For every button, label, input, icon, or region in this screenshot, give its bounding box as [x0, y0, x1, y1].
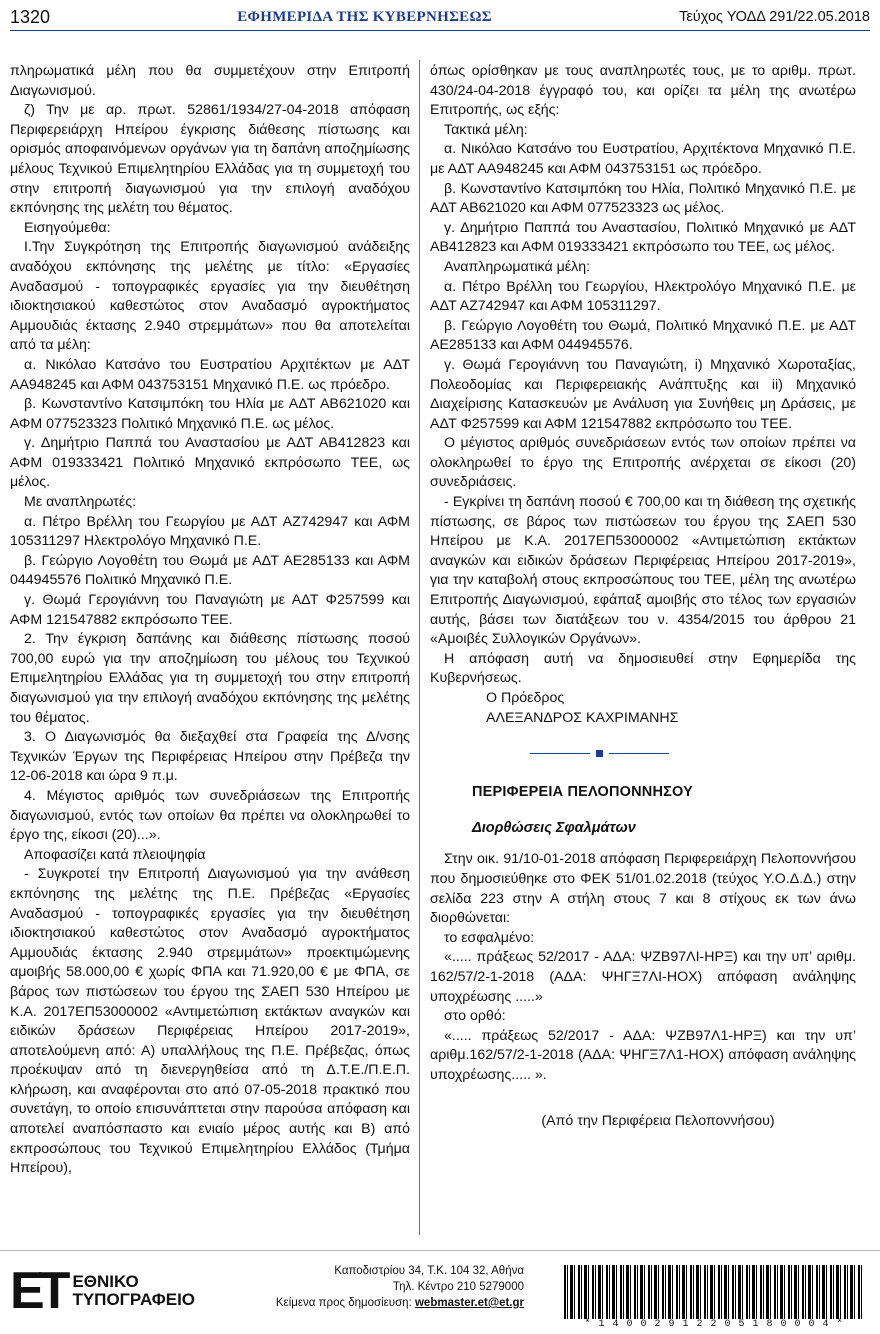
email-link[interactable]: webmaster.et@et.gr: [414, 1297, 524, 1309]
paragraph: 4. Μέγιστος αριθμός των συνεδριάσεων της Επιτροπής διαγωνισμού, εντός των οποίων θα πρέπει να ολοκληρωθεί το έργο της, είκοσι (20)...».: [10, 787, 410, 844]
et-logo-text: [72, 1273, 195, 1309]
column-divider: [419, 60, 420, 1235]
paragraph: Με αναπληρωτές:: [24, 494, 137, 511]
address: Καποδιστρίου 34, Τ.Κ. 104 32, Αθήνα: [334, 1265, 524, 1277]
paragraph: Εισηγούμεθα:: [24, 219, 111, 236]
et-logo-mark: ET: [10, 1262, 65, 1320]
page-number: 1320: [10, 6, 51, 27]
paragraph: α. Νικόλαο Κατσάνο του Ευστρατίου Αρχιτέκτων με ΑΔΤ ΑΑ948245 και ΑΦΜ 043753151 Μηχανικό Π.Ε. ως πρόεδρο.: [10, 356, 410, 393]
paragraph: στο ορθό:: [444, 1008, 506, 1025]
ornament-line: [609, 753, 669, 754]
paragraph: β. Κωνσταντίνο Κατσιμπόκη του Ηλία, Πολιτικό Μηχανικό Π.Ε. με ΑΔΤ ΑΒ621020 και ΑΦΜ 077523323 ως μέλος.: [430, 180, 856, 217]
ornament-line: [530, 753, 590, 754]
gazette-title: ΕΦΗΜΕΡΙΔΑ ΤΗΣ ΚΥΒΕΡΝΗΣΕΩΣ: [237, 8, 492, 25]
paragraph: γ. Δημήτριο Παππά του Αναστασίου με ΑΔΤ ΑΒ412823 και ΑΦΜ 019333421 Πολιτικό Μηχανικό εκπρόσωπο ΤΕΕ, ως μέλος.: [10, 435, 410, 491]
paragraph: α. Πέτρο Βρέλλη του Γεωργίου, Ηλεκτρολόγο Μηχανικό Π.Ε. με ΑΔΤ ΑΖ742947 και ΑΦΜ 105311297.: [430, 278, 856, 315]
paragraph: ζ) Την με αρ. πρωτ. 52861/1934/27-04-2018 απόφαση Περιφερειάρχη Ηπείρου έγκρισης διάθεσης πίστωσης και ορισμός αποφαινόμενων οργάνων για τη δαπάνη αποζημίωσης μέλους Τεχνικού Επιμελητηρίου Ελλάδας για τη συμμετοχή του στην επιτροπή διαγωνισμού για την επιλογή αναδόχου εκπόνησης της μελέτη του θέματος.: [10, 102, 410, 217]
paragraph: «..... πράξεως 52/2017 - ΑΔΑ: ΨΖΒ97ΛΙ-ΗΡΞ) και την υπ’ αριθμ. 162/57/2-1-2018 (ΑΔΑ: ΨΗΓΞ7ΛΙ-ΗΟΧ) απόφαση ανάληψης υποχρέωσης .....»: [430, 949, 856, 1005]
issue-number: Τεύχος ΥΟΔΔ 291/22.05.2018: [679, 9, 870, 25]
paragraph: Αποφασίζει κατά πλειοψηφία: [24, 846, 206, 863]
source-note: (Από την Περιφέρεια Πελοποννήσου): [541, 1112, 775, 1129]
et-logo: [10, 1262, 196, 1320]
paragraph: α. Πέτρο Βρέλλη του Γεωργίου με ΑΔΤ ΑΖ742947 και ΑΦΜ 105311297 Ηλεκτρολόγο Μηχανικό Π.Ε.: [10, 513, 410, 550]
paragraph: Αναπληρωματικά μέλη:: [444, 258, 591, 275]
barcode: [564, 1265, 864, 1319]
paragraph: 3. Ο Διαγωνισμός θα διεξαχθεί στα Γραφεία της Δ/νσης Τεχνικών Έργων της Περιφέρειας Ηπείρου στην Πρέβεζα την 12-06-2018 και ώρα 9 π.μ.: [10, 729, 410, 785]
paragraph: γ. Θωμά Γερογιάννη του Παναγιώτη με ΑΔΤ Φ257599 και ΑΦΜ 121547882 εκπρόσωπο ΤΕΕ.: [10, 592, 410, 628]
page-footer: [0, 1250, 880, 1334]
paragraph: β. Κωνσταντίνο Κατσιμπόκη του Ηλία με ΑΔΤ ΑΒ621020 και ΑΦΜ 077523323 Πολιτικό Μηχανικό Π.Ε. ως μέλος.: [10, 396, 410, 432]
logo-line-2: ΤΥΠΟΓΡΑΦΕΙΟ: [72, 1290, 196, 1309]
signature-name: ΑΛΕΞΑΝΔΡΟΣ ΚΑΧΡΙΜΑΝΗΣ: [486, 709, 679, 726]
submission-label: Κείμενα προς δημοσίευση:: [275, 1297, 412, 1309]
paragraph: Στην οικ. 91/10-01-2018 απόφαση Περιφερειάρχη Πελοποννήσου που δημοσιεύθηκε στο ΦΕΚ 51/01.02.2018 (τεύχος Υ.Ο.Δ.Δ.) στην σελίδα 223 στην Α στήλη στους 7 και 8 στίχους εκ των άνω διορθώνεται:: [430, 851, 856, 927]
paragraph: Τακτικά μέλη:: [444, 121, 528, 138]
paragraph: «..... πράξεως 52/2017 - ΑΔΑ: ΨΖΒ97Λ1-ΗΡΞ) και την υπ’ αριθμ.162/57/2-1-2018 (ΑΔΑ: ΨΗΓΞ7Λ1-ΗΟΧ) απόφαση ανάληψης υποχρέωσης..... ».: [430, 1027, 856, 1083]
paragraph: - Συγκροτεί την Επιτροπή Διαγωνισμού για την ανάθεση εκπόνησης της μελέτης της Π.Ε. Πρέβεζας «Εργασίες Αναδασμού - τοπογραφικές εργασίες για την διευθέτηση ιδιοκτησιακού καθεστώτος στον Αναδασμό αγροκτήματος Αμμουδιάς έκτασης 2.940 στρεμμάτων» προεκτιμώμενης αμοιβής 58.000,00 € χωρίς ΦΠΑ και 71.920,00 € με ΦΠΑ, σε βάρος των πιστώσεων του έργου της ΣΑΕΠ 530 Ηπείρου με Κ.Α. 2017ΕΠ53000002 «Αντιμετώπιση εκτάκτων αναγκών και ειδικών δράσεων Περιφέρειας Ηπείρου 2017-2019», αποτελούμενη από: Α) υπαλλήλους της Π.Ε. Πρέβεζας, όπως προέκυψαν από τη διενεργηθείσα από τη Δ.Τ.Ε./Π.Ε.Π. κλήρωση, και αναφέρονται στο από 07-05-2018 πρακτικό που συνετάγη, το οποίο επισυνάπτεται στην παρούσα απόφαση και αποτελεί αναπόσπαστο και ενιαίο μέρος αυτής και Β) από εκπροσώπους του Τεχνικού Επιμελητηρίου Ελλάδος (Τμήμα Ηπείρου),: [10, 866, 410, 1177]
submission-line: [276, 1295, 524, 1311]
page-header: [10, 4, 870, 31]
section-ornament: [530, 750, 856, 757]
logo-line-1: ΕΘΝΙΚΟ: [72, 1272, 139, 1291]
section-heading: ΠΕΡΙΦΕΡΕΙΑ ΠΕΛΟΠΟΝΝΗΣΟΥ: [472, 784, 694, 801]
paragraph: Η απόφαση αυτή να δημοσιευθεί στην Εφημερίδα της Κυβερνήσεως.: [430, 650, 856, 687]
paragraph: 2. Την έγκριση δαπάνης και διάθεσης πίστωσης ποσού 700,00 ευρώ για την αποζημίωση του μέλους του Τεχνικού Επιμελητηρίου Ελλάδας για τη συμμετοχή του στην επιτροπή διαγωνισμού για την επιλογή αναδόχου εκπόνησης της μελέτης του θέματος.: [10, 631, 410, 726]
paragraph: γ. Δημήτριο Παππά του Αναστασίου, Πολιτικό Μηχανικό με ΑΔΤ ΑΒ412823 και ΑΦΜ 019333421 εκπρόσωπο του ΤΕΕ, ως μέλος.: [430, 219, 856, 256]
barcode-number: * 1 4 0 0 2 9 1 2 2 0 5 1 8 0 0 0 4 *: [564, 1319, 864, 1330]
paragraph: - Εγκρίνει τη δαπάνη ποσού € 700,00 και τη διάθεση της σχετικής πίστωσης, σε βάρος των πιστώσεων του έργου της ΣΑΕΠ 530 Ηπείρου με Κ.Α. 2017ΕΠ53000002 «Αντιμετώπιση εκτάκτων αναγκών και ειδικών δράσεων Περιφέρειας Ηπείρου 2017-2019», για την καταβολή στους εκπροσώπους του ΤΕΕ, μέλη της ανωτέρω Επιτροπής Διαγωνισμού, εφάπαξ αμοιβής στο τέλος των εργασιών αυτής, βάσει των διατάξεων του ν. 4354/2015 του άρθρου 21 «Αμοιβές Συλλογικών Οργάνων».: [430, 494, 856, 648]
paragraph: β. Γεώργιο Λογοθέτη του Θωμά με ΑΔΤ ΑΕ285133 και ΑΦΜ 044945576 Πολιτικό Μηχανικό Π.Ε.: [10, 552, 410, 589]
paragraph: πληρωματικά μέλη που θα συμμετέχουν στην Επιτροπή Διαγωνισμού.: [10, 63, 410, 99]
paragraph: γ. Θωμά Γερογιάννη του Παναγιώτη, i) Μηχανικό Χωροταξίας, Πολεοδομίας και Περιφερειακής Ανάπτυξης και ii) Μηχανικό Διαχείρισης Κατασκευών με Ανάλυση για Συνήθεις μη Δράσεις, με ΑΔΤ Φ257599 και ΑΦΜ 121547882 εκπρόσωπο του ΤΕΕ.: [430, 356, 856, 432]
paragraph: όπως ορίσθηκαν με τους αναπληρωτές τους, με το αριθμ. πρωτ. 430/24-04-2018 έγγραφό του, και ορίζει τα μέλη της ανωτέρω Επιτροπής, ως εξής:: [430, 63, 856, 119]
paragraph: το εσφαλμένο:: [444, 929, 535, 946]
paragraph: Ι.Την Συγκρότηση της Επιτροπής διαγωνισμού ανάδειξης αναδόχου εκπόνησης της μελέτης με τίτλο: «Εργασίες Αναδασμού - τοπογραφικές εργασίες για την διευθέτηση ιδιοκτησιακού καθεστώτος στον Αναδασμό αγροκτήματος Αμμουδιάς έκτασης 2.940 στρεμμάτων» που θα αποτελείται από τα μέλη:: [10, 239, 410, 354]
section-subheading: Διορθώσεις Σφαλμάτων: [472, 819, 636, 836]
paragraph: β. Γεώργιο Λογοθέτη του Θωμά, Πολιτικό Μηχανικό Π.Ε. με ΑΔΤ ΑΕ285133 και ΑΦΜ 044945576.: [430, 317, 856, 354]
paragraph: Ο μέγιστος αριθμός συνεδριάσεων εντός των οποίων πρέπει να ολοκληρωθεί το έργο της Επιτροπής ανέρχεται σε είκοσι (20) συνεδριάσεις.: [430, 435, 856, 491]
paragraph: α. Νικόλαο Κατσάνο του Ευστρατίου, Αρχιτέκτονα Μηχανικό Π.Ε. με ΑΔΤ ΑΑ948245 και ΑΦΜ 043753151 ως πρόεδρο.: [430, 141, 856, 177]
phone: Τηλ. Κέντρο 210 5279000: [392, 1281, 524, 1293]
contact-info: [276, 1263, 524, 1311]
left-column: [10, 62, 410, 1179]
signature-role: Ο Πρόεδρος: [486, 690, 565, 706]
right-column: [430, 62, 856, 1131]
ornament-square: [596, 750, 603, 757]
